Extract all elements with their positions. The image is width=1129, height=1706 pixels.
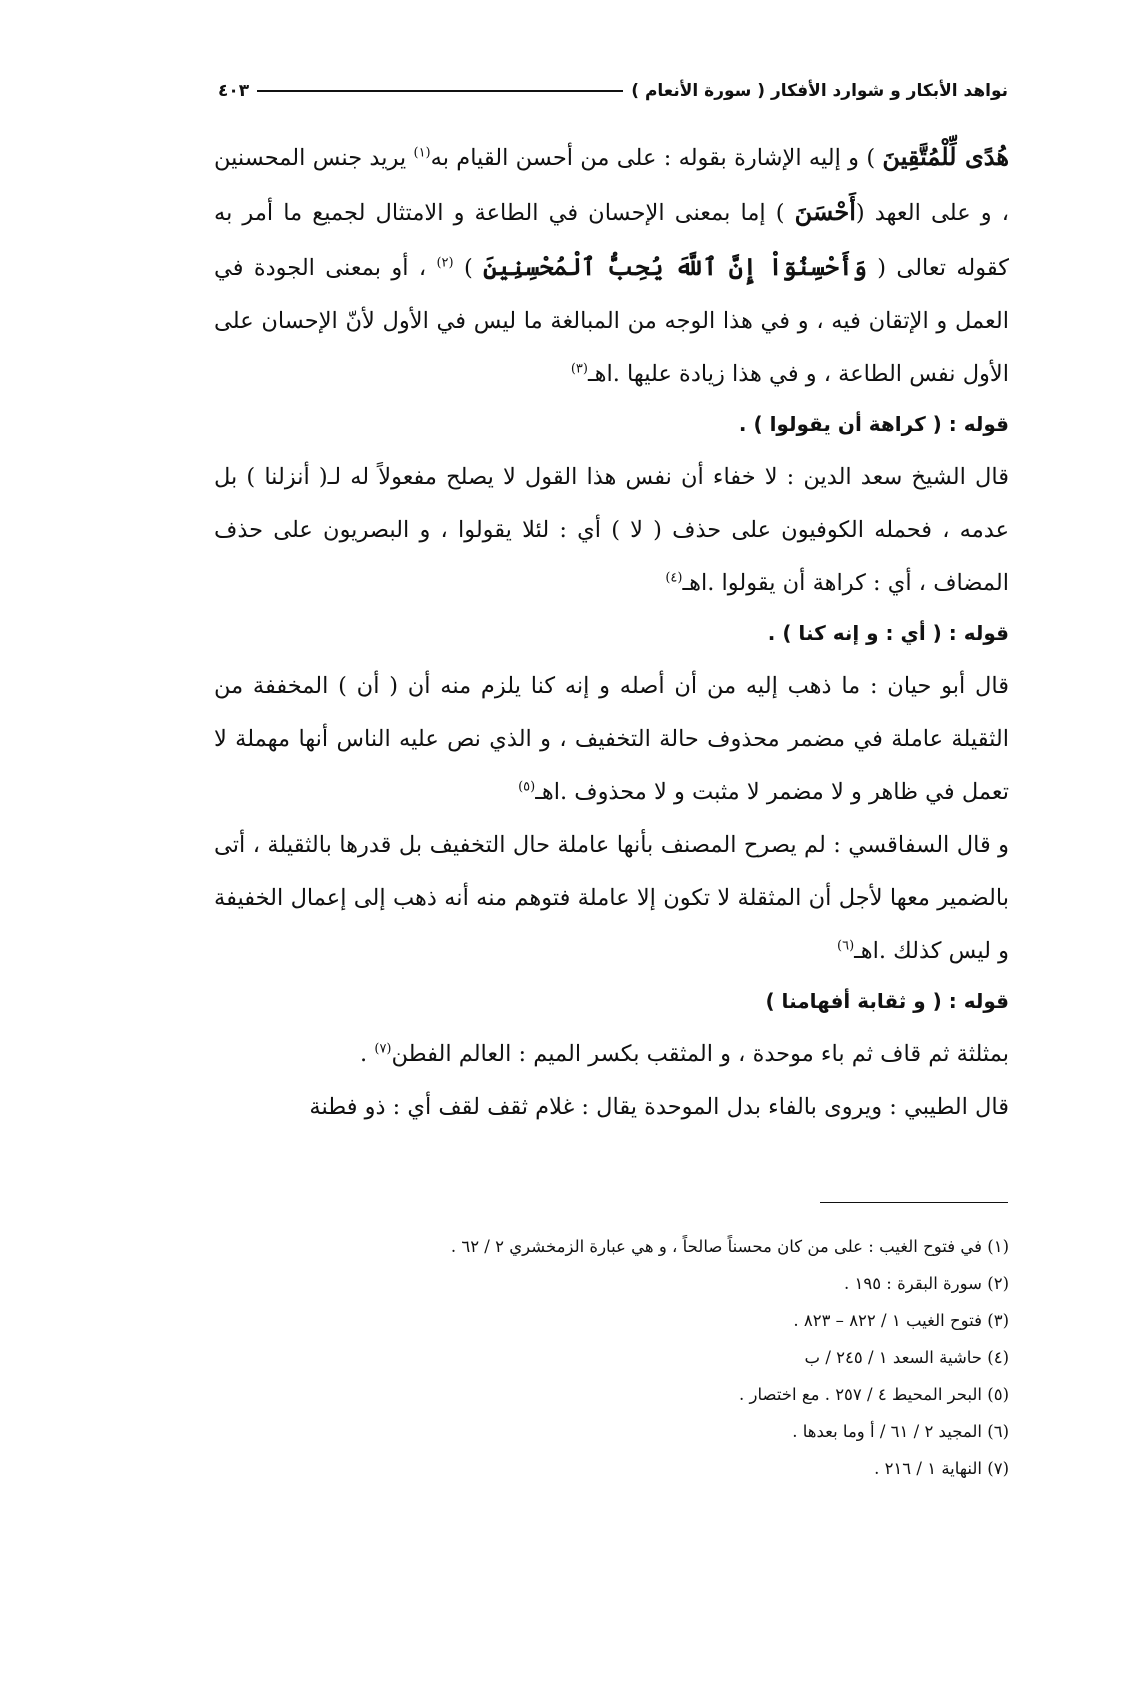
footnote: (٣) فتوح الغيب ١ / ٨٢٢ – ٨٢٣ . <box>793 1311 1009 1330</box>
main-text <box>214 130 1009 1134</box>
header-title: نواهد الأبكار و شوارد الأفكار ( سورة الأنعام ) <box>631 81 1008 101</box>
quran-verse: هُدًى لِّلْمُتَّقِينَ <box>882 142 1010 171</box>
paragraph-2 <box>214 451 1009 610</box>
text-run: ، أو بمعنى الجودة في العمل و الإتقان فيه ، و في هذا الوجه من المبالغة ما ليس في الأول لأنّ الإحسان على الأول نفس الطاعة ، و في هذا زيادة عليها .اهـ <box>214 255 1009 387</box>
page-number: ٤٠٣ <box>218 81 250 101</box>
section-heading: قوله : ( أي : و إنه كنا ) . <box>767 621 1009 645</box>
footnote-ref: (١) <box>413 145 431 161</box>
text-run: قال الشيخ سعد الدين : لا خفاء أن نفس هذا القول لا يصلح مفعولاً له لـ( أنزلنا ) بل عدمه ، فحمله الكوفيون على حذف ( لا ) أي : لئلا يقولوا ، و البصريون على حذف المضاف ، أي : كراهة أن يقولوا .اهـ <box>214 464 1009 596</box>
text-run: ) إما بمعنى الإحسان في الطاعة و الامتثال لجميع ما أمر به كقوله تعالى ( <box>214 200 1009 281</box>
footnote: (٤) حاشية السعد ١ / ٢٤٥ / ب <box>804 1348 1009 1367</box>
text-run: و قال السفاقسي : لم يصرح المصنف بأنها عاملة حال التخفيف بل قدرها بالثقيلة ، أتى بالضمير معها لأجل أن المثقلة لا تكون إلا عاملة فتوهم منه أنه ذهب إلى إعمال الخفيفة و ليس كذلك .اهـ <box>214 832 1009 964</box>
paragraph-3 <box>214 660 1009 819</box>
footnote-separator <box>820 1202 1008 1203</box>
footnote-ref: (٦) <box>837 938 855 954</box>
text-run: قال أبو حيان : ما ذهب إليه من أن أصله و إنه كنا يلزم منه أن ( أن ) المخففة من الثقيلة عاملة في مضمر محذوف حالة التخفيف ، و الذي نص عليه الناس أنها مهملة لا تعمل في ظاهر و لا مضمر لا مثبت و لا محذوف .اهـ <box>214 673 1009 805</box>
footnote-ref: (٤) <box>665 570 683 586</box>
footnote: (٧) النهاية ١ / ٢١٦ . <box>874 1459 1009 1478</box>
text-run: . <box>360 1041 375 1067</box>
footnote-ref: (٥) <box>518 779 536 795</box>
footnotes-list <box>214 1228 1009 1487</box>
footnote-ref: (٧) <box>374 1041 392 1057</box>
paragraph-5 <box>214 1028 1009 1081</box>
footnote: (١) في فتوح الغيب : على من كان محسناً صالحاً ، و هي عبارة الزمخشري ٢ / ٦٢ . <box>450 1237 1009 1256</box>
quran-verse: وَأَحْسِنُوٓاْ إِنَّ ٱللَّهَ يُحِبُّ ٱلْمُحْسِنِينَ <box>483 252 867 281</box>
paragraph-1 <box>214 130 1009 401</box>
paragraph-6: قال الطيبي : ويروى بالفاء بدل الموحدة يقال : غلام ثقف لقف أي : ذو فطنة <box>309 1094 1009 1120</box>
footnote: (٥) البحر المحيط ٤ / ٢٥٧ . مع اختصار . <box>739 1385 1009 1404</box>
running-header <box>218 74 1008 108</box>
text-run: ) و إليه الإشارة بقوله : على من أحسن القيام به <box>430 145 883 171</box>
quran-word: أَحْسَنَ <box>794 197 856 226</box>
header-rule <box>257 90 623 92</box>
paragraph-4 <box>214 819 1009 978</box>
footnote: (٦) المجيد ٢ / ٦١ / أ وما بعدها . <box>792 1422 1009 1441</box>
section-heading: قوله : ( كراهة أن يقولوا ) . <box>738 412 1009 436</box>
footnote-ref: (٣) <box>570 361 588 377</box>
section-heading: قوله : ( و ثقابة أفهامنا ) <box>765 989 1009 1013</box>
text-run: يريد جنس المحسنين ، و على العهد ( <box>214 145 1009 226</box>
footnote-ref: (٢) <box>436 255 454 271</box>
footnote: (٢) سورة البقرة : ١٩٥ . <box>843 1274 1009 1293</box>
text-run: ) <box>453 255 484 281</box>
text-run: بمثلثة ثم قاف ثم باء موحدة ، و المثقب بكسر الميم : العالم الفطن <box>391 1041 1009 1067</box>
